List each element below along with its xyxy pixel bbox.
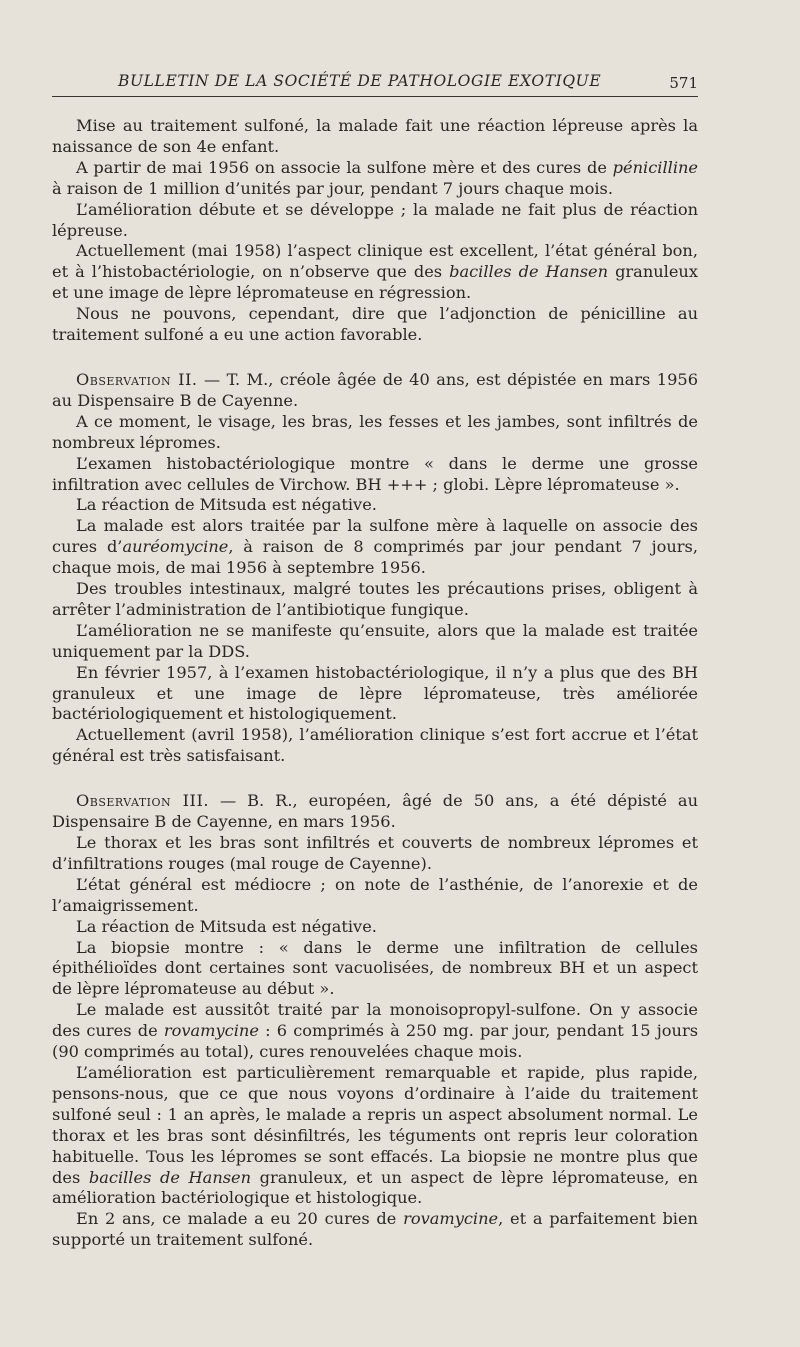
observation-heading-paragraph: Observation III. — B. R., européen, âgé de 50 ans, a été dépisté au Dispensaire B de Cayenne, en mars 1956.	[52, 791, 699, 832]
paragraph: L’amélioration ne se manifeste qu’ensuite, alors que la malade est traitée uniquement par la DDS.	[52, 620, 698, 661]
observation-label: Observation II.	[76, 369, 198, 389]
paragraph: Des troubles intestinaux, malgré toutes les précautions prises, obligent à arrêter l’administration de l’antibiotique fungique.	[52, 579, 698, 619]
paragraph: L’état général est médiocre ; on note de l’asthénie, de l’anorexie et de l’amaigrissement.	[52, 874, 698, 915]
paragraph: L’amélioration débute et se développe ; la malade ne fait plus de réaction lépreuse.	[52, 199, 698, 240]
paragraph: La biopsie montre : « dans le derme une infiltration de cellules épithélioïdes dont certaines sont vacuolisées, de nombreux BH et un aspect de lèpre lépromateuse au début ».	[52, 937, 698, 999]
section-gap	[52, 767, 698, 791]
paragraph: La réaction de Mitsuda est négative.	[76, 495, 377, 515]
article-body	[52, 116, 698, 1251]
observation-heading-paragraph: Observation II. — T. M., créole âgée de 40 ans, est dépistée en mars 1956 au Dispensaire B de Cayenne.	[52, 369, 698, 410]
paragraph: L’amélioration est particulièrement remarquable et rapide, plus rapide, pensons-nous, que ce que nous voyons d’ordinaire à l’aide du traitement sulfoné seul : 1 an après, le malade a repris un aspect absolument normal. Le thorax et les bras sont désinfiltrés, les téguments ont repris leur coloration habituelle. Tous les lépromes se sont effacés. La biopsie ne montre plus que des bacilles de Hansen granuleux, et un aspect de lèpre lépromateuse, en amélioration bactériologique et histologique.	[52, 1062, 698, 1208]
page-number: 571	[669, 74, 698, 92]
observation-label: Observation III.	[76, 791, 209, 811]
paragraph: Actuellement (mai 1958) l’aspect clinique est excellent, l’état général bon, et à l’histobactériologie, on n’observe que des bacilles de Hansen granuleux et une image de lèpre lépromateuse en régression.	[52, 241, 698, 303]
paragraph: A partir de mai 1956 on associe la sulfone mère et des cures de pénicilline à raison de 1 million d’unités par jour, pendant 7 jours chaque mois.	[52, 157, 698, 198]
paragraph: La réaction de Mitsuda est négative.	[76, 916, 377, 936]
paragraph: En 2 ans, ce malade a eu 20 cures de rovamycine, et a parfaitement bien supporté un traitement sulfoné.	[52, 1209, 698, 1250]
paragraph: Le malade est aussitôt traité par la monoisopropyl-sulfone. On y associe des cures de rovamycine : 6 comprimés à 250 mg. par jour, pendant 15 jours (90 comprimés au total), cures renouvelées chaque mois.	[52, 1000, 698, 1062]
section-gap	[52, 346, 698, 370]
paragraph: L’examen histobactériologique montre « dans le derme une grosse infiltration avec cellules de Virchow. BH +++ ; globi. Lèpre lépromateuse ».	[52, 453, 698, 494]
paragraph: Mise au traitement sulfoné, la malade fait une réaction lépreuse après la naissance de son 4e enfant.	[52, 116, 698, 156]
paragraph: En février 1957, à l’examen histobactériologique, il n’y a plus que des BH granuleux et une image de lèpre lépromateuse, très améliorée bactériologiquement et histologiquement.	[52, 662, 698, 724]
paragraph: La malade est alors traitée par la sulfone mère à laquelle on associe des cures d’auréomycine, à raison de 8 comprimés par jour pendant 7 jours, chaque mois, de mai 1956 à septembre 1956.	[52, 516, 698, 578]
page-header	[52, 66, 698, 97]
paragraph: Le thorax et les bras sont infiltrés et couverts de nombreux lépromes et d’infiltrations rouges (mal rouge de Cayenne).	[52, 833, 698, 873]
paragraph: A ce moment, le visage, les bras, les fesses et les jambes, sont infiltrés de nombreux lépromes.	[52, 411, 698, 452]
running-title: BULLETIN DE LA SOCIÉTÉ DE PATHOLOGIE EXOTIQUE	[118, 72, 602, 90]
paragraph: Actuellement (avril 1958), l’amélioration clinique s’est fort accrue et l’état général est très satisfaisant.	[52, 725, 698, 766]
paragraph: Nous ne pouvons, cependant, dire que l’adjonction de pénicilline au traitement sulfoné a eu une action favorable.	[52, 304, 698, 345]
